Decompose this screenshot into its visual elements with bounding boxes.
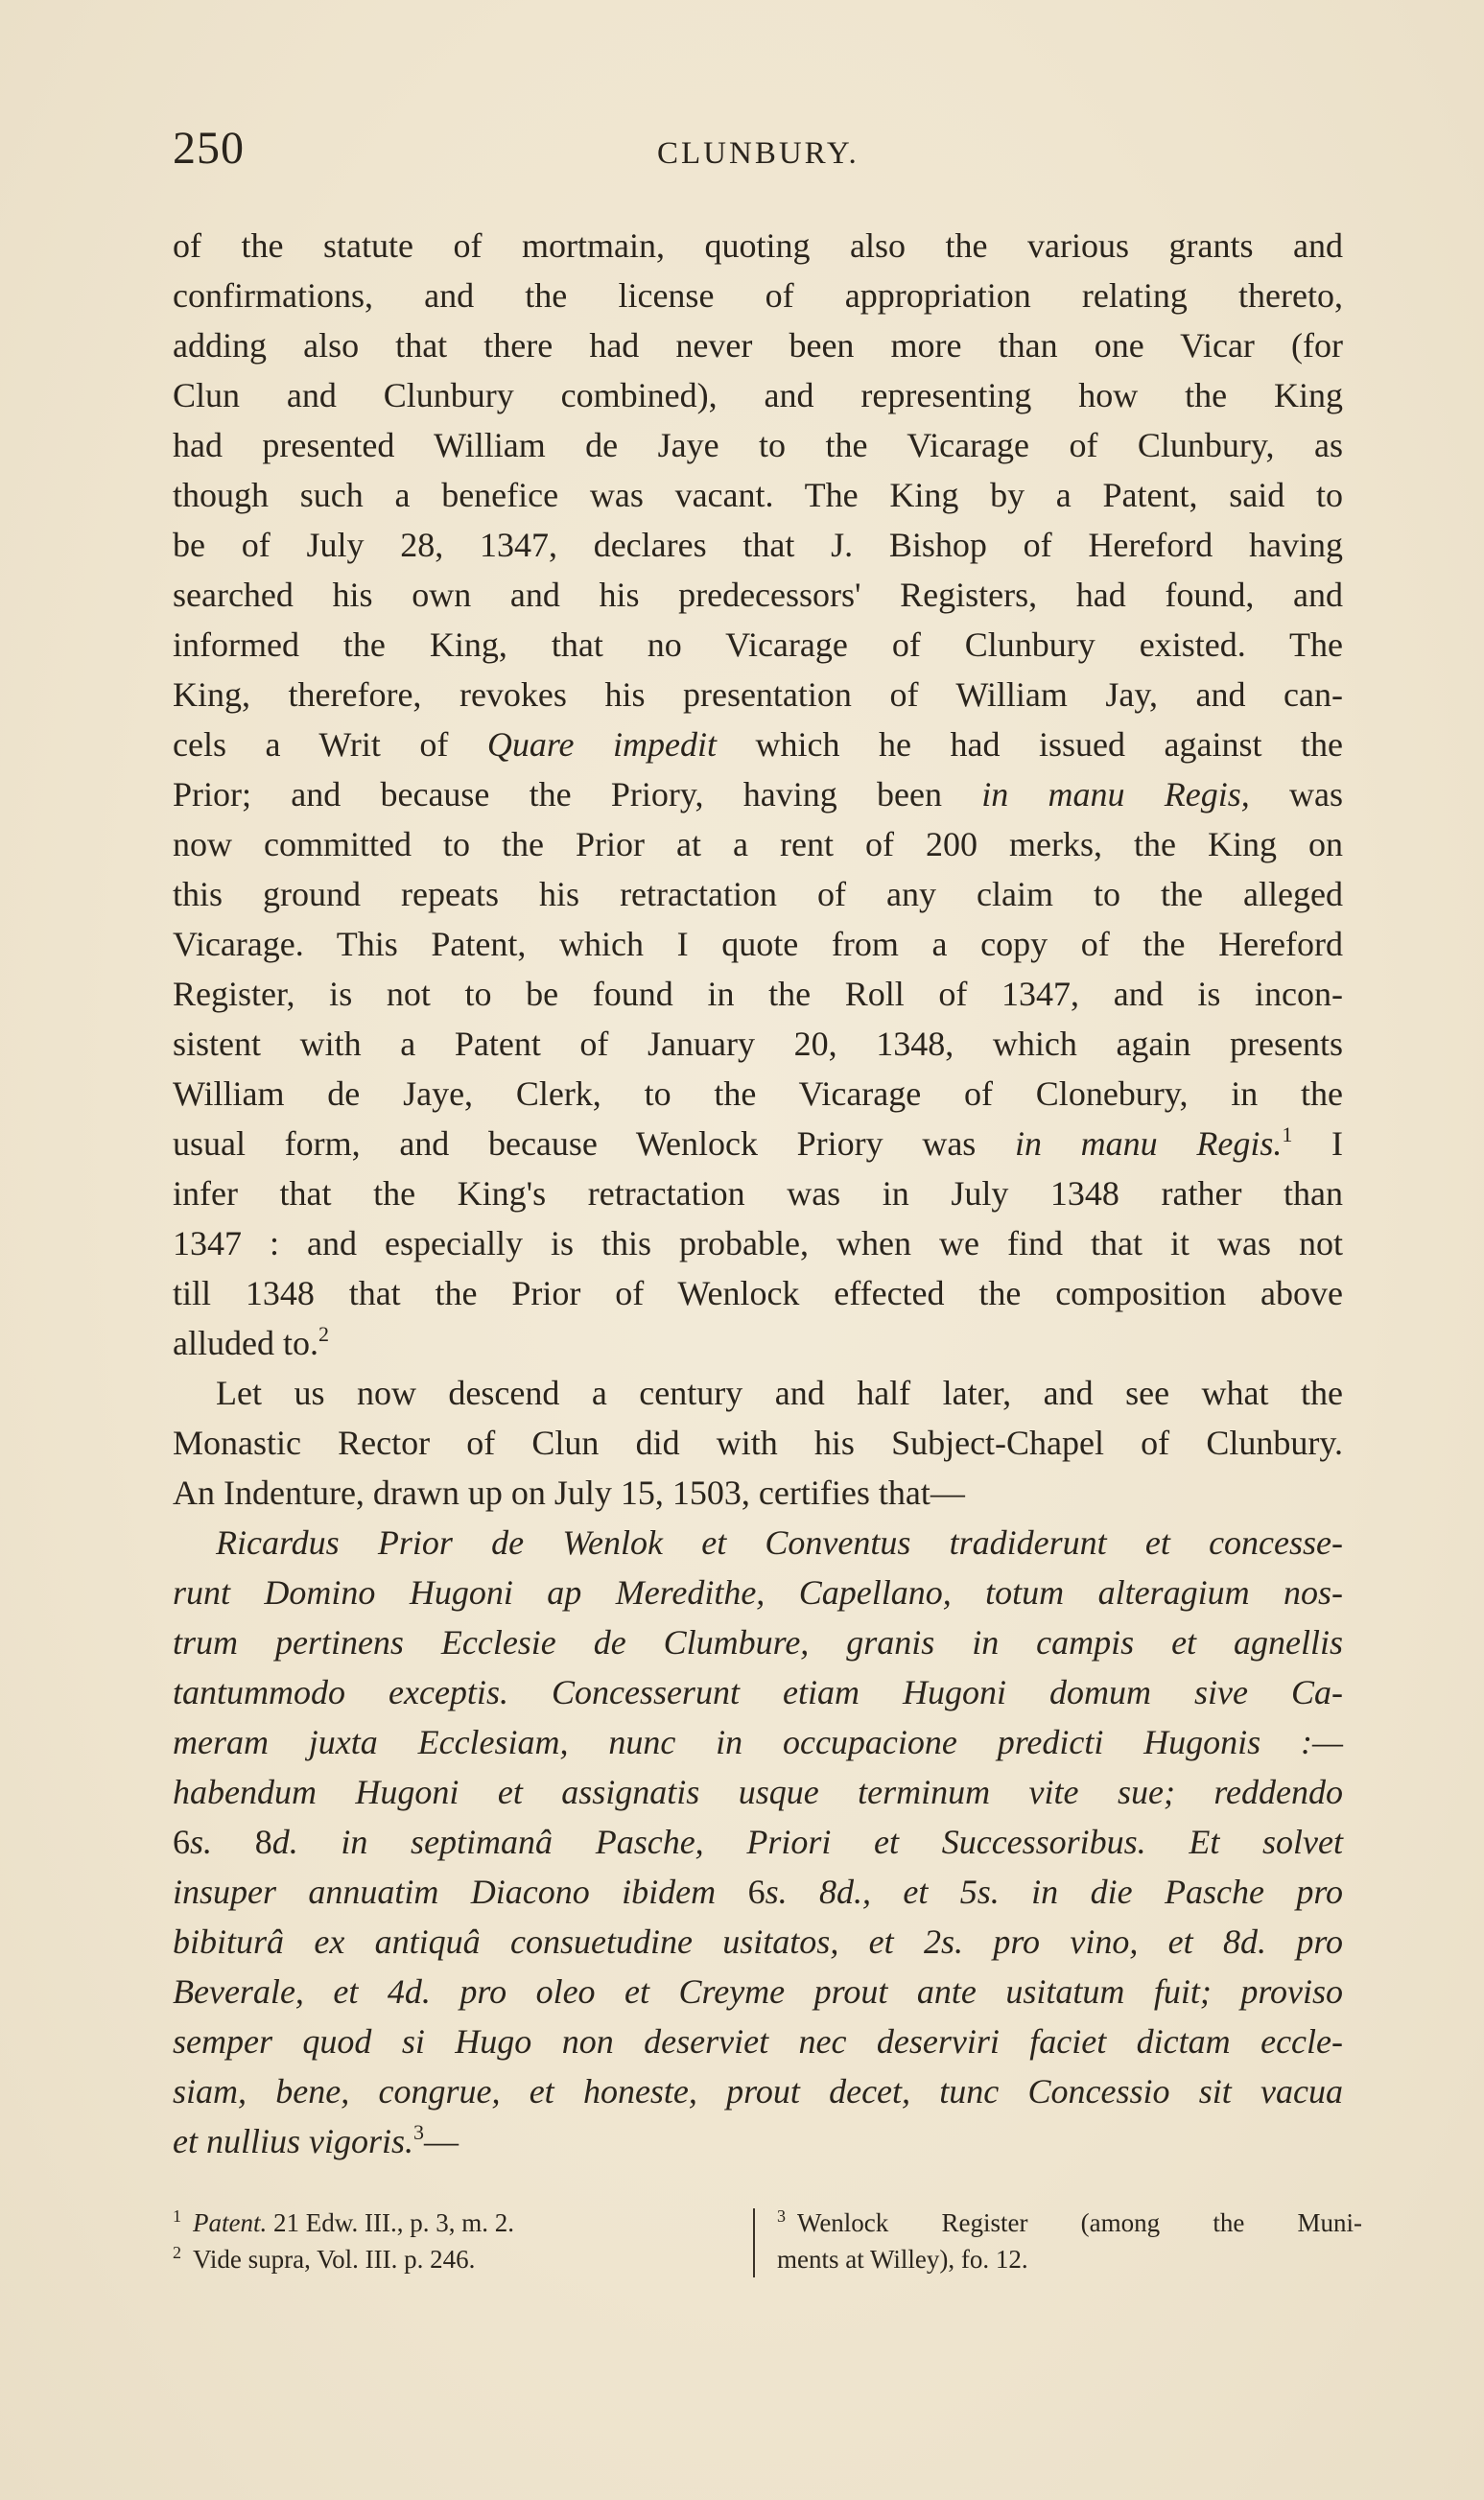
footnote-ref-3[interactable]: 3 xyxy=(413,2120,424,2144)
latin-quote-line: Beverale, et 4d. pro oleo et Creyme prout ante usitatum fuit; proviso xyxy=(173,1972,1343,2011)
latin-quote-line: siam, bene, congrue, et honeste, prout decet, tunc Concessio sit vacua xyxy=(173,2072,1343,2111)
footnote-ref-2[interactable]: 2 xyxy=(318,1322,329,1346)
latin-quote-line: Ricardus Prior de Wenlok et Conventus tradiderunt et concesse- xyxy=(216,1523,1343,1562)
text-line: till 1348 that the Prior of Wenlock effected the composition above xyxy=(173,1274,1343,1312)
text-line: 1347 : and especially is this probable, when we find that it was not xyxy=(173,1224,1343,1262)
page-header xyxy=(173,115,1333,182)
text-line: had presented William de Jaye to the Vicarage of Clunbury, as xyxy=(173,426,1343,464)
latin-quote-line: et nullius vigoris.$^3$— xyxy=(173,2120,459,2160)
text-line: Vicarage. This Patent, which I quote from a copy of the Hereford xyxy=(173,925,1343,963)
text-line: William de Jaye, Clerk, to the Vicarage of Clonebury, in the xyxy=(173,1074,1343,1113)
text-line: this ground repeats his retractation of any claim to the alleged xyxy=(173,875,1343,913)
text-line: adding also that there had never been more than one Vicar (for xyxy=(173,326,1343,365)
text-line: though such a benefice was vacant. The King by a Patent, said to xyxy=(173,476,1343,514)
text-line: informed the King, that no Vicarage of Clunbury existed. The xyxy=(173,625,1343,664)
text-line: usual form, and because Wenlock Priory was in manu Regis.$^1$ I xyxy=(173,1122,1344,1163)
latin-quote-line: meram juxta Ecclesiam, nunc in occupacione predicti Hugonis :— xyxy=(173,1723,1343,1761)
text-line: Monastic Rector of Clun did with his Subject-Chapel of Clunbury. xyxy=(173,1424,1343,1462)
footnote-mark: 1 xyxy=(173,2206,181,2226)
latin-quote-line: 6s. 8d. in septimanâ Pasche, Priori et Successoribus. Et solvet xyxy=(173,1823,1344,1861)
text-line: An Indenture, drawn up on July 15, 1503, certifies that— xyxy=(173,1474,965,1512)
latin-quote-line: habendum Hugoni et assignatis usque terminum vite sue; reddendo xyxy=(173,1773,1343,1811)
text-line: Prior; and because the Priory, having been in manu Regis, was xyxy=(173,775,1344,814)
footnotes-right-column xyxy=(777,2205,1362,2277)
text-line: alluded to.$^2$ xyxy=(173,1322,329,1362)
italic-phrase: Quare impedit xyxy=(486,725,718,764)
latin-quote-line: runt Domino Hugoni ap Meredithe, Capellano, totum alteragium nos- xyxy=(173,1573,1343,1612)
page-number: 250 xyxy=(173,123,245,174)
footnote-3-continued: ments at Willey), fo. 12. xyxy=(777,2245,1028,2274)
latin-quote-line: tantummodo exceptis. Concesserunt etiam Hugoni domum sive Ca- xyxy=(173,1673,1343,1711)
text-line: confirmations, and the license of appropriation relating thereto, xyxy=(173,276,1343,315)
footnote-mark: 3 xyxy=(777,2206,786,2226)
footnote-mark: 2 xyxy=(173,2243,181,2262)
footnote-2: $^2$ Vide supra, Vol. III. p. 246. xyxy=(173,2243,476,2274)
text-line: sistent with a Patent of January 20, 1348, which again presents xyxy=(173,1025,1343,1063)
latin-quote-line: semper quod si Hugo non deserviet nec deserviri faciet dictam eccle- xyxy=(173,2022,1343,2061)
text-line: now committed to the Prior at a rent of 200 merks, the King on xyxy=(173,825,1343,863)
text-line: King, therefore, revokes his presentation of William Jay, and can- xyxy=(173,675,1343,714)
text-line: cels a Writ of Quare impedit which he had issued against the xyxy=(173,725,1343,764)
footnotes-left-column xyxy=(173,2205,748,2277)
running-head: CLUNBURY. xyxy=(657,136,860,171)
footnote-1: $^1$ Patent. 21 Edw. III., p. 3, m. 2. xyxy=(173,2206,514,2237)
text-line: Register, is not to be found in the Roll of 1347, and is incon- xyxy=(173,975,1343,1013)
italic-phrase: in manu Regis. xyxy=(1015,1124,1283,1163)
text-line: searched his own and his predecessors' Registers, had found, and xyxy=(173,576,1343,614)
paragraph-start-line: Let us now descend a century and half later, and see what the xyxy=(216,1374,1343,1412)
italic-phrase: in manu Regis, xyxy=(981,775,1250,814)
footnote-divider xyxy=(753,2208,755,2277)
text-line: be of July 28, 1347, declares that J. Bishop of Hereford having xyxy=(173,526,1343,564)
text-line: Clun and Clunbury combined), and representing how the King xyxy=(173,376,1343,414)
text-line: of the statute of mortmain, quoting also the various grants and xyxy=(173,226,1343,265)
latin-quote-line: trum pertinens Ecclesie de Clumbure, granis in campis et agnellis xyxy=(173,1623,1343,1662)
footnote-ref-1[interactable]: 1 xyxy=(1282,1122,1293,1146)
footnote-3: $^3$ Wenlock Register (among the Muni- xyxy=(777,2206,1362,2237)
footnotes xyxy=(173,2205,1362,2281)
latin-quote-line: bibiturâ ex antiquâ consuetudine usitatos, et 2s. pro vino, et 8d. pro xyxy=(173,1922,1343,1961)
latin-quote-line: insuper annuatim Diacono ibidem 6s. 8d., et 5s. in die Pasche pro xyxy=(173,1873,1343,1911)
text-line: infer that the King's retractation was in July 1348 rather than xyxy=(173,1174,1343,1213)
body-text xyxy=(173,221,1343,2166)
